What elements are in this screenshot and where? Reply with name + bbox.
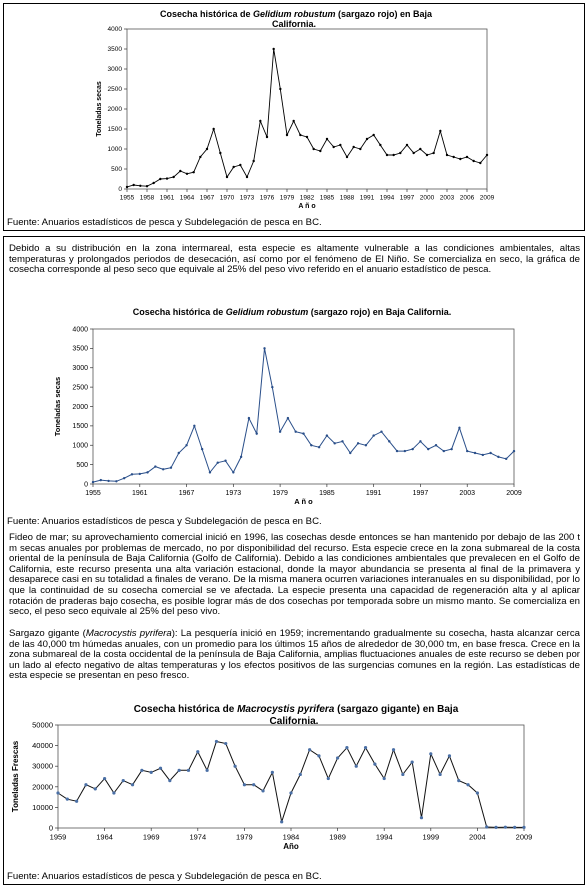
- chart2-data-point: [185, 444, 187, 446]
- chart2-data-point: [146, 471, 148, 473]
- chart2-data-point: [357, 442, 359, 444]
- chart2-ytick-label: 1000: [72, 442, 88, 450]
- chart1-xtick-label: 2009: [479, 194, 495, 202]
- chart2-data-point: [162, 468, 164, 470]
- chart1-data-point: [312, 148, 314, 150]
- chart1-title: Cosecha histórica de Gelidium robustum (sargazo rojo) en Baja: [159, 9, 433, 19]
- chart3-data-point: [327, 777, 330, 780]
- chart1-xtick-label: 1982: [299, 194, 315, 202]
- chart2-data-point: [419, 440, 421, 442]
- chart1-data-point: [272, 48, 274, 50]
- chart2-data-point: [240, 456, 242, 458]
- chart1-data-point: [372, 134, 374, 136]
- chart1-data-point: [266, 136, 268, 138]
- chart1-xtick-label: 1979: [279, 194, 295, 202]
- chart2-data-point: [349, 452, 351, 454]
- chart2-data-point: [474, 452, 476, 454]
- chart2-data-point: [263, 347, 265, 349]
- chart1-data-point: [239, 164, 241, 166]
- chart1-data-point: [192, 171, 194, 173]
- chart3-data-point: [289, 791, 292, 794]
- chart1-ytick-label: 3000: [107, 66, 122, 74]
- chart1-ytick-label: 500: [111, 166, 122, 174]
- chart3-data-point: [373, 763, 376, 766]
- chart3-data-point: [504, 826, 507, 829]
- chart3-data-point: [252, 783, 255, 786]
- chart3-data-point: [392, 748, 395, 751]
- chart2-ytick-label: 500: [76, 461, 88, 469]
- chart1-ytick-label: 1000: [107, 146, 122, 154]
- chart2-xtick-label: 1997: [412, 490, 429, 497]
- chart1-data-point: [172, 176, 174, 178]
- chart3-data-point: [280, 820, 283, 823]
- chart3-xtick-label: 1994: [375, 832, 393, 842]
- chart1-data-point: [259, 120, 261, 122]
- chart2-data-point: [427, 448, 429, 450]
- chart2-data-point: [326, 434, 328, 436]
- chart3-data-point: [159, 767, 162, 770]
- chart1-data-point: [152, 182, 154, 184]
- chart3-ytick-label: 0: [48, 823, 53, 833]
- chart2-xlabel: A ñ o: [294, 497, 313, 506]
- chart1-data-point: [279, 88, 281, 90]
- chart3-data-point: [457, 779, 460, 782]
- chart3-data-point: [364, 746, 367, 749]
- chart3-data-point: [494, 826, 497, 829]
- chart1-data-point: [359, 148, 361, 150]
- chart3-data-point: [150, 771, 153, 774]
- paragraph-sargazo-gigante: Sargazo gigante (Macrocystis pyrifera): La pesquería inició en 1959; incrementando gradualmente su cosecha, hasta alcanzar cerca de las 40,000 tm húmedas anuales, con un promedio para los últimos 15 años de alrededor de 30,000 tm, en base fresca. Crece en la zona submareal de la costa occidental de la península de Baja California, amplias fluctuaciones anuales de este recurso se deben por un lado al efecto negativo de altas temperaturas y los efectos positivos de las surgencias comunes en la región. Las estadísticas de esta especie se presentan en peso fresco.: [9, 628, 581, 682]
- chart3-data-point: [429, 752, 432, 755]
- chart3-ytick-label: 30000: [32, 761, 53, 771]
- chart3-data-point: [243, 783, 246, 786]
- content-panel-2: [3, 236, 585, 885]
- chart3-ytick-label: 50000: [32, 720, 53, 730]
- chart2-data-point: [458, 427, 460, 429]
- chart3-xtick-label: 1984: [282, 832, 300, 842]
- chart2-xtick-label: 1991: [365, 490, 382, 497]
- chart2-data-point: [209, 471, 211, 473]
- chart2-data-point: [287, 417, 289, 419]
- chart1-data-point: [479, 162, 481, 164]
- chart3-xtick-label: 1999: [422, 832, 440, 842]
- chart2-data-point: [154, 465, 156, 467]
- chart1-ytick-label: 1500: [107, 126, 122, 134]
- chart3-data-point: [122, 779, 125, 782]
- chart1-xtick-label: 1955: [119, 194, 135, 202]
- chart2-data-point: [372, 434, 374, 436]
- chart2-xtick-label: 2003: [459, 490, 476, 497]
- chart1-data-point: [186, 173, 188, 175]
- chart2-data-point: [489, 452, 491, 454]
- chart1-data-point: [246, 176, 248, 178]
- chart3-data-point: [439, 773, 442, 776]
- chart1-xtick-label: 1970: [219, 194, 235, 202]
- chart2-data-point: [318, 446, 320, 448]
- chart3-data-point: [485, 825, 488, 828]
- chart2-data-point: [224, 460, 226, 462]
- chart2-data-point: [482, 454, 484, 456]
- chart1-series-line: [127, 49, 487, 187]
- chart2-data-point: [100, 479, 102, 481]
- chart1-data-point: [439, 130, 441, 132]
- chart2-ytick-label: 2000: [72, 403, 88, 411]
- chart2-data-point: [115, 480, 117, 482]
- chart-panel-1: [3, 3, 585, 231]
- chart2-data-point: [92, 481, 94, 483]
- chart1-data-point: [432, 152, 434, 154]
- chart3-data-point: [140, 769, 143, 772]
- chart1-data-point: [132, 184, 134, 186]
- chart1-data-point: [126, 186, 128, 188]
- chart1-data-point: [219, 152, 221, 154]
- macrocystis-chart: [4, 699, 584, 879]
- chart1-data-point: [366, 138, 368, 140]
- chart3-data-point: [224, 742, 227, 745]
- chart1-data-point: [459, 158, 461, 160]
- chart3-xlabel: Año: [283, 842, 299, 851]
- chart3-data-point: [261, 789, 264, 792]
- chart1-ytick-label: 4000: [107, 26, 122, 34]
- chart1-xtick-label: 1958: [139, 194, 155, 202]
- chart3-data-point: [75, 800, 78, 803]
- chart3-xtick-label: 1989: [329, 832, 346, 842]
- chart1-data-point: [399, 152, 401, 154]
- chart1-data-point: [419, 148, 421, 150]
- chart3-data-point: [383, 777, 386, 780]
- chart2-ytick-label: 3000: [72, 365, 88, 373]
- chart1-xtick-label: 2003: [439, 194, 455, 202]
- chart3-data-point: [84, 783, 87, 786]
- gelidium-chart-2: [4, 303, 584, 518]
- chart3-data-point: [66, 798, 69, 801]
- chart1-data-point: [299, 134, 301, 136]
- chart2-data-point: [232, 471, 234, 473]
- chart3-title-line2: California.: [269, 716, 319, 727]
- chart3-xtick-label: 2004: [469, 832, 486, 842]
- chart1-xtick-label: 1985: [319, 194, 335, 202]
- chart1-data-point: [252, 160, 254, 162]
- chart1-xlabel: A ñ o: [298, 203, 316, 210]
- chart1-data-point: [452, 156, 454, 158]
- chart2-data-point: [411, 448, 413, 450]
- chart3-data-point: [345, 746, 348, 749]
- chart3-ytick-label: 10000: [32, 802, 53, 812]
- chart2-data-point: [380, 430, 382, 432]
- chart1-plot-frame: [127, 29, 487, 189]
- chart1-ylabel: Toneladas secas: [96, 81, 103, 137]
- chart2-data-point: [443, 450, 445, 452]
- chart3-data-point: [271, 771, 274, 774]
- chart1-data-point: [339, 144, 341, 146]
- chart1-data-point: [466, 156, 468, 158]
- chart1-data-point: [472, 160, 474, 162]
- chart2-data-point: [131, 473, 133, 475]
- chart3-series-line: [58, 742, 524, 828]
- paragraph-vulnerability: Debido a su distribución en la zona intermareal, esta especie es altamente vulnerable a las condiciones ambientales, altas temperaturas y prolongados periodos de desecación, así como por el fenómeno de El Niño. Se comercializa en seco, la gráfica de cosecha corresponde al peso seco que equivale al 25% del peso vivo referido en el anuario estadístico de pesca.: [9, 243, 580, 276]
- chart2-data-point: [295, 430, 297, 432]
- chart2-data-point: [333, 442, 335, 444]
- chart1-data-point: [159, 178, 161, 180]
- chart3-data-point: [112, 791, 115, 794]
- chart1-data-point: [412, 152, 414, 154]
- chart2-data-point: [466, 450, 468, 452]
- chart2-data-point: [388, 440, 390, 442]
- chart2-xtick-label: 1985: [319, 490, 335, 497]
- chart2-data-point: [201, 448, 203, 450]
- chart2-data-point: [139, 473, 141, 475]
- chart2-data-point: [256, 432, 258, 434]
- chart3-data-point: [187, 769, 190, 772]
- chart3-data-point: [215, 740, 218, 743]
- chart1-data-point: [206, 148, 208, 150]
- chart3-source: Fuente: Anuarios estadísticos de pesca y Subdelegación de pesca en BC.: [7, 871, 322, 882]
- chart3-xtick-label: 1959: [49, 832, 67, 842]
- chart1-source: Fuente: Anuarios estadísticos de pesca y Subdelegación de pesca en BC.: [7, 217, 322, 228]
- chart3-data-point: [411, 760, 414, 763]
- chart1-data-point: [166, 177, 168, 179]
- chart1-xtick-label: 1967: [199, 194, 215, 202]
- chart1-xtick-label: 2000: [419, 194, 435, 202]
- chart1-data-point: [232, 166, 234, 168]
- chart2-data-point: [450, 448, 452, 450]
- chart3-data-point: [56, 791, 59, 794]
- chart2-data-point: [193, 425, 195, 427]
- chart2-xtick-label: 1967: [178, 490, 195, 497]
- chart1-data-point: [326, 138, 328, 140]
- chart1-title-line2: California.: [271, 19, 317, 29]
- chart1-data-point: [346, 156, 348, 158]
- chart2-data-point: [310, 444, 312, 446]
- chart1-data-point: [199, 156, 201, 158]
- chart2-data-point: [123, 477, 125, 479]
- chart1-data-point: [212, 128, 214, 130]
- chart3-data-point: [131, 783, 134, 786]
- chart1-data-point: [179, 170, 181, 172]
- chart2-data-point: [396, 450, 398, 452]
- chart3-xtick-label: 1979: [236, 832, 253, 842]
- chart1-data-point: [426, 154, 428, 156]
- chart3-data-point: [233, 765, 236, 768]
- chart2-xtick-label: 1979: [272, 490, 288, 497]
- chart2-xtick-label: 1961: [131, 490, 148, 497]
- chart2-data-point: [271, 386, 273, 388]
- chart2-data-point: [435, 444, 437, 446]
- chart1-xtick-label: 2006: [459, 194, 475, 202]
- chart3-xtick-label: 1969: [142, 832, 160, 842]
- chart2-ytick-label: 4000: [72, 326, 88, 334]
- chart3-data-point: [466, 783, 469, 786]
- chart1-data-point: [379, 144, 381, 146]
- chart2-data-point: [404, 450, 406, 452]
- chart2-data-point: [217, 461, 219, 463]
- chart3-data-point: [401, 773, 404, 776]
- chart1-ytick-label: 0: [118, 186, 122, 194]
- chart1-data-point: [292, 120, 294, 122]
- chart2-data-point: [505, 458, 507, 460]
- chart3-xtick-label: 2009: [515, 832, 533, 842]
- chart3-data-point: [355, 765, 358, 768]
- chart2-data-point: [497, 456, 499, 458]
- chart2-ytick-label: 1500: [72, 423, 88, 431]
- chart2-ytick-label: 2500: [72, 384, 88, 392]
- chart3-ytick-label: 40000: [32, 741, 53, 751]
- chart2-data-point: [341, 440, 343, 442]
- chart3-data-point: [196, 750, 199, 753]
- chart1-xtick-label: 1997: [399, 194, 415, 202]
- chart2-ytick-label: 3500: [72, 345, 88, 353]
- chart2-ytick-label: 0: [84, 481, 88, 489]
- chart3-data-point: [420, 816, 423, 819]
- chart3-ylabel: Toneladas Frescas: [11, 740, 20, 813]
- chart3-data-point: [522, 826, 525, 829]
- chart1-xtick-label: 1991: [359, 194, 375, 202]
- chart3-data-point: [178, 769, 181, 772]
- chart3-plot-frame: [58, 725, 524, 828]
- gelidium-chart-1: [4, 4, 584, 214]
- chart2-data-point: [513, 450, 515, 452]
- chart3-data-point: [299, 773, 302, 776]
- chart1-ytick-label: 2500: [107, 86, 122, 94]
- chart3-data-point: [94, 787, 97, 790]
- chart3-data-point: [448, 754, 451, 757]
- chart3-data-point: [336, 756, 339, 759]
- chart2-data-point: [170, 467, 172, 469]
- chart2-xtick-label: 1955: [85, 490, 101, 497]
- chart2-ylabel: Toneladas secas: [53, 376, 62, 437]
- chart2-data-point: [248, 417, 250, 419]
- chart1-xtick-label: 1973: [239, 194, 255, 202]
- chart1-data-point: [286, 134, 288, 136]
- chart2-data-point: [279, 430, 281, 432]
- paragraph-fideo-de-mar: Fideo de mar; su aprovechamiento comercial inició en 1996, las cosechas desde entonces se han mantenido por debajo de las 200 t m secas anuales por problemas de mercado, no por disponibilidad del recurso. Esta especie crece en la zona submareal de la costa oriental de la península de Baja California (Golfo de California). Debido a las condiciones ambientales que prevalecen en el Golfo de California, este recurso presenta una alta variación estacional, donde la mayor abundancia se presenta al final de la primavera y desaparece casi en su totalidad a finales de verano. De la misma manera ocurren variaciones interanuales en su disponibilidad, por lo que la continuidad de su cosecha comercial se ve afectada. La especie presenta una capacidad de regeneración alta y al aplicar rotación de praderas bajo cosecha, es posible lograr más de dos cosechas por temporada sobre un mismo manto. Se comercializa en seco, el peso seco equivale al 25% del peso vivo.: [9, 532, 580, 618]
- chart1-data-point: [406, 144, 408, 146]
- chart3-data-point: [206, 769, 209, 772]
- chart1-data-point: [139, 185, 141, 187]
- chart1-data-point: [386, 154, 388, 156]
- chart1-ytick-label: 3500: [107, 46, 122, 54]
- chart1-data-point: [226, 176, 228, 178]
- chart1-data-point: [332, 146, 334, 148]
- chart3-title: Cosecha histórica de Macrocystis pyrifera (sargazo gigante) en Baja: [133, 704, 459, 715]
- chart2-xtick-label: 2009: [506, 490, 522, 497]
- chart2-series-line: [93, 348, 514, 482]
- chart2-title: Cosecha histórica de Gelidium robustum (sargazo rojo) en Baja California.: [132, 307, 452, 317]
- chart1-data-point: [486, 154, 488, 156]
- chart3-data-point: [476, 791, 479, 794]
- chart3-data-point: [103, 777, 106, 780]
- chart2-data-point: [365, 444, 367, 446]
- chart3-xtick-label: 1964: [96, 832, 113, 842]
- chart3-data-point: [513, 826, 516, 829]
- chart1-xtick-label: 1988: [339, 194, 355, 202]
- chart1-data-point: [352, 146, 354, 148]
- chart1-xtick-label: 1961: [159, 194, 175, 202]
- chart1-xtick-label: 1976: [259, 194, 275, 202]
- chart3-xtick-label: 1974: [189, 832, 207, 842]
- chart2-xtick-label: 1973: [225, 490, 242, 497]
- chart3-data-point: [317, 754, 320, 757]
- chart3-data-point: [308, 748, 311, 751]
- chart2-data-point: [302, 432, 304, 434]
- chart1-ytick-label: 2000: [107, 106, 122, 114]
- chart2-data-point: [178, 452, 180, 454]
- chart1-data-point: [446, 154, 448, 156]
- chart1-data-point: [146, 185, 148, 187]
- chart2-data-point: [107, 480, 109, 482]
- chart1-data-point: [306, 136, 308, 138]
- chart3-ytick-label: 20000: [32, 782, 53, 792]
- chart1-xtick-label: 1994: [379, 194, 395, 202]
- chart1-data-point: [319, 150, 321, 152]
- chart2-plot-frame: [93, 329, 514, 484]
- chart1-xtick-label: 1964: [179, 194, 195, 202]
- chart1-data-point: [392, 154, 394, 156]
- chart3-data-point: [168, 779, 171, 782]
- chart2-source: Fuente: Anuarios estadísticos de pesca y Subdelegación de pesca en BC.: [7, 516, 322, 527]
